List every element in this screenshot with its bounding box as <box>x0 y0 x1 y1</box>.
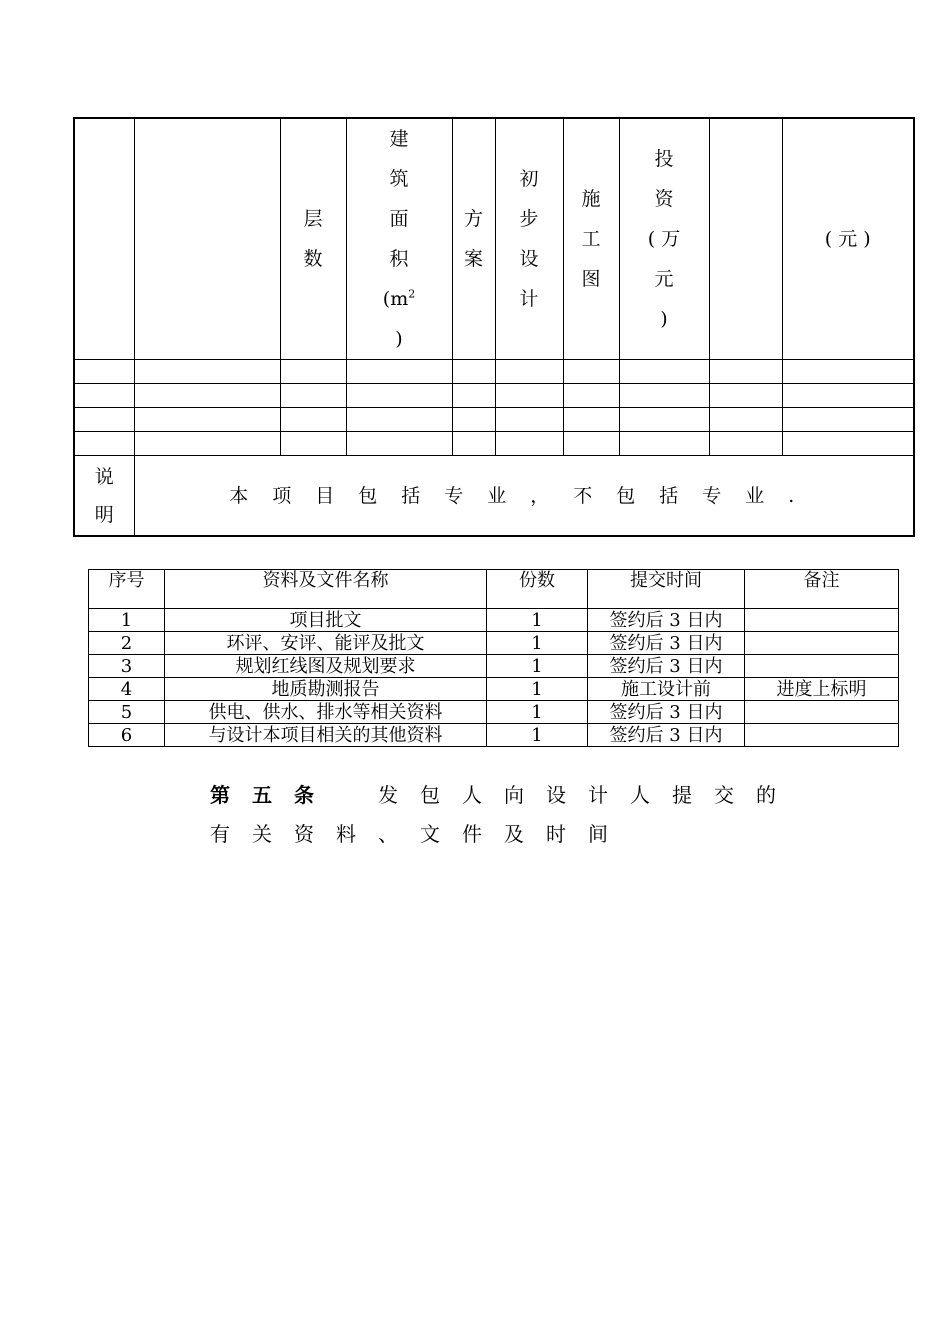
row-remark: 进度上标明 <box>745 678 899 701</box>
row-time: 签约后 3 日内 <box>588 655 745 678</box>
row-remark <box>745 632 899 655</box>
table-cell <box>563 408 619 432</box>
table-row <box>89 655 899 678</box>
note-text: 本项目包括专业，不包括专业. <box>134 456 914 537</box>
row-remark <box>745 609 899 632</box>
table-cell <box>619 432 709 456</box>
header-row <box>74 118 914 360</box>
table-cell <box>280 432 346 456</box>
row-copies: 1 <box>487 701 588 724</box>
header-remark: 备注 <box>745 570 899 609</box>
table-row <box>74 408 914 432</box>
row-no: 3 <box>89 655 165 678</box>
row-no: 1 <box>89 609 165 632</box>
row-time: 签约后 3 日内 <box>588 609 745 632</box>
article-heading-line <box>210 779 798 808</box>
header-yuan: ( 元 ) <box>782 118 914 360</box>
table-row <box>89 632 899 655</box>
table-cell <box>782 408 914 432</box>
project-info-table <box>73 117 915 537</box>
header-no: 序号 <box>89 570 165 609</box>
table-row <box>74 384 914 408</box>
table-cell <box>346 384 452 408</box>
table-cell <box>346 408 452 432</box>
header-floors: 层 数 <box>280 118 346 360</box>
table-cell <box>619 384 709 408</box>
table-row <box>89 678 899 701</box>
table-cell <box>709 360 782 384</box>
row-copies: 1 <box>487 678 588 701</box>
row-name: 规划红线图及规划要求 <box>165 655 487 678</box>
documents-table <box>88 569 899 747</box>
table-row <box>89 609 899 632</box>
table-cell <box>280 408 346 432</box>
table-row <box>89 701 899 724</box>
table-cell <box>619 408 709 432</box>
table-cell <box>495 360 563 384</box>
table-cell <box>782 432 914 456</box>
row-no: 2 <box>89 632 165 655</box>
row-remark <box>745 724 899 747</box>
row-copies: 1 <box>487 632 588 655</box>
table-cell <box>74 384 134 408</box>
table-cell <box>280 360 346 384</box>
row-name: 环评、安评、能评及批文 <box>165 632 487 655</box>
article-number: 第五条 <box>210 783 336 807</box>
table-row <box>89 724 899 747</box>
table-cell <box>563 384 619 408</box>
table-cell <box>452 384 495 408</box>
row-no: 4 <box>89 678 165 701</box>
table-cell <box>709 432 782 456</box>
row-name: 供电、供水、排水等相关资料 <box>165 701 487 724</box>
area-label: 建 筑 面 积 (m <box>382 128 409 310</box>
table-row <box>74 432 914 456</box>
article-title-line1: 发包人向设计人提交的 <box>378 783 798 807</box>
table-cell <box>346 432 452 456</box>
row-remark <box>745 655 899 678</box>
row-no: 5 <box>89 701 165 724</box>
table-row <box>74 360 914 384</box>
table-cell <box>619 360 709 384</box>
table-cell <box>74 432 134 456</box>
header-copies: 份数 <box>487 570 588 609</box>
row-copies: 1 <box>487 609 588 632</box>
table-cell <box>134 408 280 432</box>
table-cell <box>280 384 346 408</box>
table-cell <box>452 360 495 384</box>
note-row <box>74 456 914 537</box>
table-cell <box>563 360 619 384</box>
table-cell <box>563 432 619 456</box>
header-name: 资料及文件名称 <box>165 570 487 609</box>
row-time: 签约后 3 日内 <box>588 632 745 655</box>
table-cell <box>709 384 782 408</box>
table-cell <box>495 408 563 432</box>
row-time: 签约后 3 日内 <box>588 701 745 724</box>
header-construction-drawing: 施 工 图 <box>563 118 619 360</box>
row-copies: 1 <box>487 655 588 678</box>
table-cell <box>782 360 914 384</box>
table-cell <box>74 360 134 384</box>
row-remark <box>745 701 899 724</box>
row-name: 地质勘测报告 <box>165 678 487 701</box>
header-cell <box>74 118 134 360</box>
row-copies: 1 <box>487 724 588 747</box>
row-name: 与设计本项目相关的其他资料 <box>165 724 487 747</box>
header-cell <box>134 118 280 360</box>
table-cell <box>134 360 280 384</box>
note-label: 说 明 <box>74 456 134 537</box>
table-cell <box>709 408 782 432</box>
row-time: 签约后 3 日内 <box>588 724 745 747</box>
table-cell <box>134 432 280 456</box>
article-title-line2: 有关资料、文件及时间 <box>210 822 630 846</box>
table-cell <box>452 432 495 456</box>
table-cell <box>495 384 563 408</box>
row-name: 项目批文 <box>165 609 487 632</box>
header-cell <box>709 118 782 360</box>
table-cell <box>495 432 563 456</box>
table-cell <box>346 360 452 384</box>
header-time: 提交时间 <box>588 570 745 609</box>
table-cell <box>134 384 280 408</box>
area-superscript: 2 <box>408 287 416 301</box>
table-cell <box>74 408 134 432</box>
table-cell <box>782 384 914 408</box>
area-close-paren: ) <box>395 328 403 350</box>
header-building-area <box>346 118 452 360</box>
header-investment: 投 资 ( 万 元 ) <box>619 118 709 360</box>
row-time: 施工设计前 <box>588 678 745 701</box>
header-row <box>89 570 899 609</box>
header-preliminary-design: 初 步 设 计 <box>495 118 563 360</box>
row-no: 6 <box>89 724 165 747</box>
header-scheme: 方 案 <box>452 118 495 360</box>
table-cell <box>452 408 495 432</box>
